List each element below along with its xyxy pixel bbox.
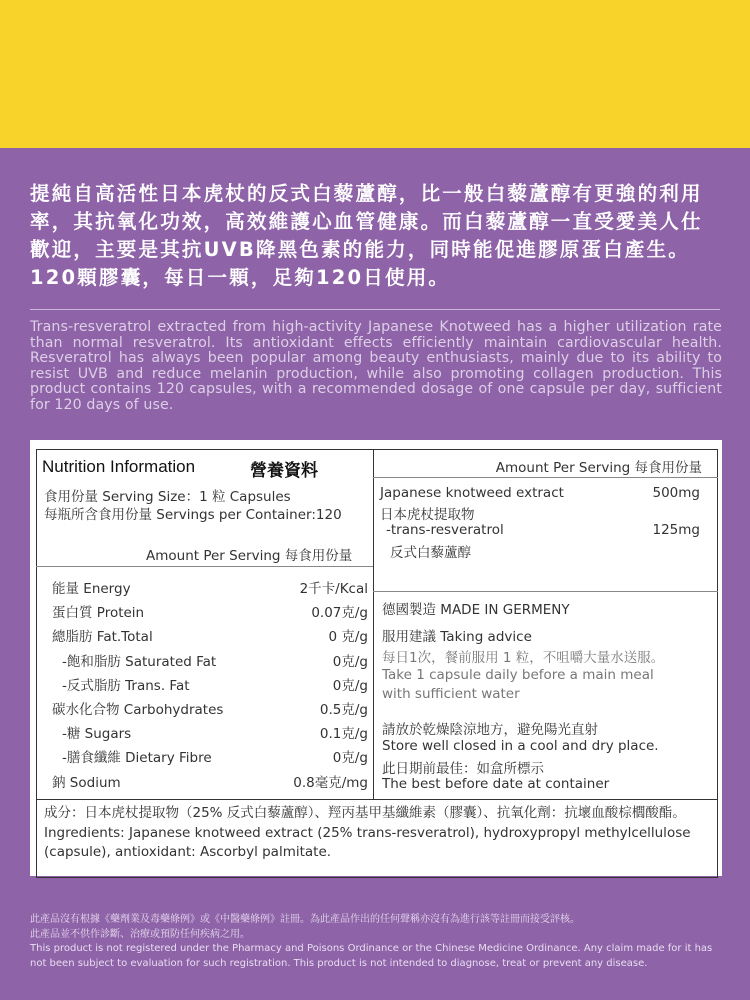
nutrition-title-en: Nutrition Information — [42, 457, 196, 476]
nutrient-value-carbohydrates: 0.5克/g — [319, 702, 368, 718]
extract-value: 500mg — [652, 485, 700, 501]
right-header-divider — [373, 477, 718, 478]
best-before-zh: 此日期前最佳：如盒所標示 — [382, 761, 544, 777]
made-in: 德國製造 MADE IN GERMENY — [382, 602, 570, 618]
disclaimer-zh-line1: 此產品沒有根據《藥劑業及毒藥條例》或《中醫藥條例》註冊。為此產品作出的任何聲稱亦沒有為進行該等註冊而接受評核。 — [30, 914, 580, 925]
advice-zh: 每日1次，餐前服用 1 粒，不咀嚼大量水送服。 — [382, 650, 665, 666]
intro-english: Trans-resveratrol extracted from high-activity Japanese Knotweed has a higher utilization rate than normal resveratrol. Its antioxidant effects efficiently maintain cardiovascular health. Resveratrol has always been popular among beauty enthusiasts, mainly due to its ability to resist UVB and reduce melanin production, while also promoting collagen production. This product contains 120 capsules, with a recommended dosage of one capsule per day, sufficient for 120 days of use. — [30, 319, 722, 413]
nutrient-value-trans-fat: 0克/g — [332, 678, 368, 694]
nutrient-label-sugars: -糖 Sugars — [62, 726, 132, 742]
extract-name-zh: 日本虎杖提取物 — [380, 507, 475, 523]
advice-en-line1: Take 1 capsule daily before a main meal — [382, 667, 654, 683]
table-column-divider — [373, 449, 374, 799]
serving-size: 食用份量 Serving Size：1 粒 Capsules — [44, 489, 291, 505]
nutrient-value-fat-total: 0 克/g — [328, 629, 368, 645]
nutrient-value-saturated-fat: 0克/g — [332, 654, 368, 670]
left-header-divider — [36, 566, 373, 567]
advice-title: 服用建議 Taking advice — [382, 629, 532, 645]
trans-resveratrol-zh: 反式白藜蘆醇 — [390, 545, 471, 561]
amount-per-serving-left: Amount Per Serving 每食用份量 — [146, 548, 353, 564]
nutrient-value-sodium: 0.8毫克/mg — [293, 775, 368, 791]
nutrient-label-fat-total: 總脂肪 Fat.Total — [52, 629, 153, 645]
nutrient-value-energy: 2千卡/Kcal — [299, 581, 368, 597]
servings-per-container: 每瓶所含食用份量 Servings per Container:120 — [44, 507, 342, 523]
nutrient-value-dietary-fibre: 0克/g — [332, 750, 368, 766]
extract-name-en: Japanese knotweed extract — [380, 485, 564, 501]
nutrient-label-carbohydrates: 碳水化合物 Carbohydrates — [52, 702, 224, 718]
nutrient-label-trans-fat: -反式脂肪 Trans. Fat — [62, 678, 190, 694]
right-made-in-divider — [373, 591, 718, 592]
nutrient-label-saturated-fat: -飽和脂肪 Saturated Fat — [62, 654, 217, 670]
nutrition-title-zh: 營養資料 — [250, 461, 318, 481]
amount-per-serving-right: Amount Per Serving 每食用份量 — [495, 460, 702, 476]
intro-divider — [30, 309, 720, 310]
storage-en: Store well closed in a cool and dry place. — [382, 738, 659, 754]
disclaimer-footer — [30, 913, 722, 971]
nutrient-label-dietary-fibre: -膳食纖維 Dietary Fibre — [62, 750, 212, 766]
intro-chinese: 提純自高活性日本虎杖的反式白藜蘆醇，比一般白藜蘆醇有更強的利用率，其抗氧化功效，高效維護心血管健康。而白藜蘆醇一直受愛美人仕歡迎，主要是其抗UVB降黑色素的能力，同時能促進膠原蛋白產生。120顆膠囊，每日一顆，足夠120日使用。 — [30, 182, 703, 289]
ingredients-en: Ingredients: Japanese knotweed extract (25% trans-resveratrol), hydroxypropyl methylcellulose (capsule), antioxidant: Ascorbyl palmitate. — [44, 824, 691, 860]
storage-zh: 請放於乾燥陰涼地方，避免陽光直射 — [382, 722, 598, 738]
ingredients-zh: 成分：日本虎杖提取物（25% 反式白藜蘆醇）、羥丙基甲基纖維素（膠囊）、抗氧化劑：抗壞血酸棕櫚酸酯。 — [44, 805, 686, 821]
trans-resveratrol-en: -trans-resveratrol — [386, 522, 504, 538]
top-yellow-band — [0, 0, 750, 148]
ingredients-block — [44, 804, 710, 863]
nutrient-label-protein: 蛋白質 Protein — [52, 605, 145, 621]
nutrient-value-protein: 0.07克/g — [311, 605, 368, 621]
trans-resveratrol-value: 125mg — [652, 522, 700, 538]
table-ingredients-divider — [36, 799, 718, 800]
disclaimer-zh-line2: 此產品並不供作診斷、治療或預防任何疾病之用。 — [30, 928, 250, 940]
nutrient-label-sodium: 鈉 Sodium — [52, 775, 121, 791]
nutrient-label-energy: 能量 Energy — [52, 581, 131, 597]
disclaimer-en: This product is not registered under the Pharmacy and Poisons Ordinance or the Chinese Medicine Ordinance. Any claim made for it has not been subject to evaluation for such registration. This product is not intended to diagnose, treat or prevent any disease. — [30, 943, 713, 969]
best-before-en: The best before date at container — [382, 776, 610, 792]
nutrient-value-sugars: 0.1克/g — [319, 726, 368, 742]
advice-en-line2: with sufficient water — [382, 686, 520, 702]
